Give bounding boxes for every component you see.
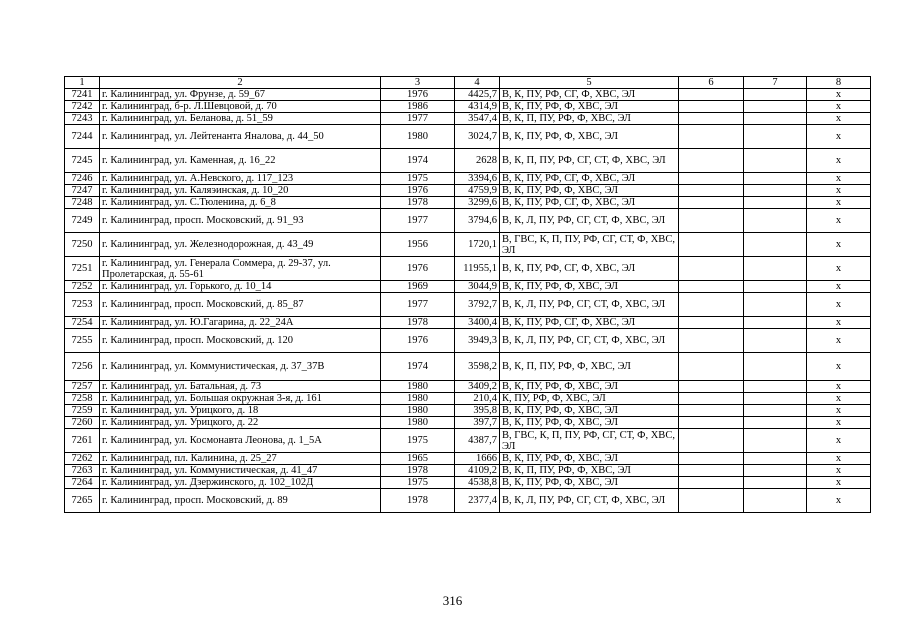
mark-cell: x (807, 89, 871, 101)
address-cell: г. Калининград, пл. Калинина, д. 25_27 (100, 453, 381, 465)
address-cell: г. Калининград, ул. Урицкого, д. 22 (100, 417, 381, 429)
year-cell: 1980 (381, 417, 455, 429)
column-header: 6 (679, 77, 744, 89)
year-cell: 1974 (381, 353, 455, 381)
header-row (65, 77, 871, 89)
systems-cell: В, К, ПУ, РФ, Ф, ХВС, ЭЛ (500, 185, 679, 197)
mark-cell: x (807, 489, 871, 513)
address-cell: г. Калининград, ул. А.Невского, д. 117_123 (100, 173, 381, 185)
year-cell: 1978 (381, 197, 455, 209)
col6-cell (679, 233, 744, 257)
row-number: 7244 (65, 125, 100, 149)
year-cell: 1969 (381, 281, 455, 293)
col6-cell (679, 417, 744, 429)
row-number: 7253 (65, 293, 100, 317)
systems-cell: В, К, ПУ, РФ, Ф, ХВС, ЭЛ (500, 477, 679, 489)
year-cell: 1980 (381, 393, 455, 405)
table-row (65, 405, 871, 417)
systems-cell: В, К, ПУ, РФ, Ф, ХВС, ЭЛ (500, 453, 679, 465)
col6-cell (679, 257, 744, 281)
page-number: 316 (442, 593, 463, 608)
table-row (65, 257, 871, 281)
mark-cell: x (807, 465, 871, 477)
col7-cell (744, 429, 807, 453)
col6-cell (679, 405, 744, 417)
col7-cell (744, 197, 807, 209)
col6-cell (679, 149, 744, 173)
row-number: 7251 (65, 257, 100, 281)
area-cell: 4759,9 (455, 185, 500, 197)
area-cell: 4109,2 (455, 465, 500, 477)
mark-cell: x (807, 149, 871, 173)
systems-cell: В, К, ПУ, РФ, Ф, ХВС, ЭЛ (500, 281, 679, 293)
address-cell: г. Калининград, б-р. Л.Шевцовой, д. 70 (100, 101, 381, 113)
address-cell: г. Калининград, ул. Железнодорожная, д. 43_49 (100, 233, 381, 257)
year-cell: 1978 (381, 489, 455, 513)
row-number: 7242 (65, 101, 100, 113)
col6-cell (679, 353, 744, 381)
systems-cell: В, К, Л, ПУ, РФ, СГ, СТ, Ф, ХВС, ЭЛ (500, 489, 679, 513)
mark-cell: x (807, 381, 871, 393)
mark-cell: x (807, 429, 871, 453)
mark-cell: x (807, 209, 871, 233)
table-row (65, 317, 871, 329)
mark-cell: x (807, 329, 871, 353)
address-cell: г. Калининград, просп. Московский, д. 89 (100, 489, 381, 513)
systems-cell: В, К, ПУ, РФ, Ф, ХВС, ЭЛ (500, 417, 679, 429)
year-cell: 1976 (381, 257, 455, 281)
mark-cell: x (807, 125, 871, 149)
year-cell: 1978 (381, 465, 455, 477)
col7-cell (744, 173, 807, 185)
col6-cell (679, 89, 744, 101)
col7-cell (744, 89, 807, 101)
year-cell: 1974 (381, 149, 455, 173)
table-row (65, 209, 871, 233)
col7-cell (744, 233, 807, 257)
area-cell: 11955,1 (455, 257, 500, 281)
table-row (65, 185, 871, 197)
row-number: 7241 (65, 89, 100, 101)
column-header: 2 (100, 77, 381, 89)
row-number: 7255 (65, 329, 100, 353)
table-row (65, 489, 871, 513)
table-row (65, 417, 871, 429)
systems-cell: В, К, П, ПУ, РФ, Ф, ХВС, ЭЛ (500, 465, 679, 477)
row-number: 7263 (65, 465, 100, 477)
mark-cell: x (807, 405, 871, 417)
area-cell: 3024,7 (455, 125, 500, 149)
column-header: 5 (500, 77, 679, 89)
row-number: 7259 (65, 405, 100, 417)
col6-cell (679, 381, 744, 393)
systems-cell: В, К, ПУ, РФ, СГ, Ф, ХВС, ЭЛ (500, 257, 679, 281)
address-cell: г. Калининград, ул. Фрунзе, д. 59_67 (100, 89, 381, 101)
area-cell: 3409,2 (455, 381, 500, 393)
col7-cell (744, 113, 807, 125)
table-row (65, 381, 871, 393)
year-cell: 1975 (381, 429, 455, 453)
area-cell: 3044,9 (455, 281, 500, 293)
table-row (65, 453, 871, 465)
col7-cell (744, 329, 807, 353)
address-cell: г. Калининград, ул. Космонавта Леонова, д. 1_5А (100, 429, 381, 453)
area-cell: 3949,3 (455, 329, 500, 353)
row-number: 7250 (65, 233, 100, 257)
area-cell: 3792,7 (455, 293, 500, 317)
year-cell: 1956 (381, 233, 455, 257)
row-number: 7261 (65, 429, 100, 453)
col6-cell (679, 185, 744, 197)
col7-cell (744, 465, 807, 477)
year-cell: 1976 (381, 89, 455, 101)
row-number: 7247 (65, 185, 100, 197)
area-cell: 395,8 (455, 405, 500, 417)
area-cell: 4538,8 (455, 477, 500, 489)
systems-cell: В, К, ПУ, РФ, СГ, Ф, ХВС, ЭЛ (500, 317, 679, 329)
area-cell: 3400,4 (455, 317, 500, 329)
col7-cell (744, 417, 807, 429)
systems-cell: К, ПУ, РФ, Ф, ХВС, ЭЛ (500, 393, 679, 405)
col7-cell (744, 405, 807, 417)
col7-cell (744, 293, 807, 317)
address-cell: г. Калининград, ул. Лейтенанта Яналова, д. 44_50 (100, 125, 381, 149)
area-cell: 3394,6 (455, 173, 500, 185)
mark-cell: x (807, 113, 871, 125)
systems-cell: В, К, П, ПУ, РФ, Ф, ХВС, ЭЛ (500, 353, 679, 381)
column-header: 8 (807, 77, 871, 89)
row-number: 7256 (65, 353, 100, 381)
col6-cell (679, 477, 744, 489)
address-cell: г. Калининград, ул. Генерала Соммера, д. 29-37, ул. Пролетарская, д. 55-61 (100, 257, 381, 281)
area-cell: 4387,7 (455, 429, 500, 453)
year-cell: 1980 (381, 405, 455, 417)
address-cell: г. Калининград, просп. Московский, д. 120 (100, 329, 381, 353)
systems-cell: В, ГВС, К, П, ПУ, РФ, СГ, СТ, Ф, ХВС, ЭЛ (500, 233, 679, 257)
col6-cell (679, 113, 744, 125)
col7-cell (744, 453, 807, 465)
area-cell: 3547,4 (455, 113, 500, 125)
col6-cell (679, 209, 744, 233)
area-cell: 4314,9 (455, 101, 500, 113)
col7-cell (744, 477, 807, 489)
area-cell: 2377,4 (455, 489, 500, 513)
row-number: 7246 (65, 173, 100, 185)
col7-cell (744, 281, 807, 293)
address-cell: г. Калининград, ул. Горького, д. 10_14 (100, 281, 381, 293)
address-cell: г. Калининград, ул. Каменная, д. 16_22 (100, 149, 381, 173)
address-cell: г. Калининград, ул. Дзержинского, д. 102_102Д (100, 477, 381, 489)
mark-cell: x (807, 257, 871, 281)
mark-cell: x (807, 353, 871, 381)
housing-table (64, 76, 871, 513)
col7-cell (744, 353, 807, 381)
table-row (65, 353, 871, 381)
table-row (65, 173, 871, 185)
column-header: 3 (381, 77, 455, 89)
address-cell: г. Калининград, ул. Коммунистическая, д. 41_47 (100, 465, 381, 477)
mark-cell: x (807, 393, 871, 405)
area-cell: 1666 (455, 453, 500, 465)
area-cell: 1720,1 (455, 233, 500, 257)
year-cell: 1978 (381, 317, 455, 329)
mark-cell: x (807, 281, 871, 293)
year-cell: 1977 (381, 113, 455, 125)
systems-cell: В, К, Л, ПУ, РФ, СГ, СТ, Ф, ХВС, ЭЛ (500, 293, 679, 317)
table-row (65, 89, 871, 101)
table-row (65, 113, 871, 125)
address-cell: г. Калининград, ул. Батальная, д. 73 (100, 381, 381, 393)
col6-cell (679, 173, 744, 185)
table-row (65, 281, 871, 293)
systems-cell: В, К, ПУ, РФ, Ф, ХВС, ЭЛ (500, 101, 679, 113)
year-cell: 1975 (381, 173, 455, 185)
systems-cell: В, К, ПУ, РФ, Ф, ХВС, ЭЛ (500, 405, 679, 417)
row-number: 7262 (65, 453, 100, 465)
col7-cell (744, 101, 807, 113)
systems-cell: В, ГВС, К, П, ПУ, РФ, СГ, СТ, Ф, ХВС, ЭЛ (500, 429, 679, 453)
col7-cell (744, 185, 807, 197)
systems-cell: В, К, ПУ, РФ, Ф, ХВС, ЭЛ (500, 125, 679, 149)
column-header: 1 (65, 77, 100, 89)
mark-cell: x (807, 417, 871, 429)
row-number: 7248 (65, 197, 100, 209)
address-cell: г. Калининград, ул. Каляэинская, д. 10_20 (100, 185, 381, 197)
address-cell: г. Калининград, ул. Беланова, д. 51_59 (100, 113, 381, 125)
year-cell: 1980 (381, 125, 455, 149)
row-number: 7260 (65, 417, 100, 429)
row-number: 7252 (65, 281, 100, 293)
col6-cell (679, 101, 744, 113)
year-cell: 1976 (381, 329, 455, 353)
row-number: 7257 (65, 381, 100, 393)
table-row (65, 293, 871, 317)
col6-cell (679, 489, 744, 513)
col7-cell (744, 381, 807, 393)
col6-cell (679, 317, 744, 329)
area-cell: 3598,2 (455, 353, 500, 381)
year-cell: 1976 (381, 185, 455, 197)
area-cell: 4425,7 (455, 89, 500, 101)
area-cell: 210,4 (455, 393, 500, 405)
col7-cell (744, 209, 807, 233)
systems-cell: В, К, ПУ, РФ, СГ, Ф, ХВС, ЭЛ (500, 89, 679, 101)
systems-cell: В, К, П, ПУ, РФ, СГ, СТ, Ф, ХВС, ЭЛ (500, 149, 679, 173)
year-cell: 1977 (381, 293, 455, 317)
table-row (65, 329, 871, 353)
mark-cell: x (807, 477, 871, 489)
col6-cell (679, 429, 744, 453)
year-cell: 1975 (381, 477, 455, 489)
systems-cell: В, К, Л, ПУ, РФ, СГ, СТ, Ф, ХВС, ЭЛ (500, 209, 679, 233)
year-cell: 1965 (381, 453, 455, 465)
address-cell: г. Калининград, ул. С.Тюленина, д. 6_8 (100, 197, 381, 209)
table-row (65, 197, 871, 209)
address-cell: г. Калининград, ул. Ю.Гагарина, д. 22_24А (100, 317, 381, 329)
table-row (65, 101, 871, 113)
table-row (65, 233, 871, 257)
col6-cell (679, 125, 744, 149)
systems-cell: В, К, ПУ, РФ, СГ, Ф, ХВС, ЭЛ (500, 197, 679, 209)
row-number: 7254 (65, 317, 100, 329)
row-number: 7245 (65, 149, 100, 173)
col6-cell (679, 197, 744, 209)
area-cell: 397,7 (455, 417, 500, 429)
col6-cell (679, 393, 744, 405)
systems-cell: В, К, ПУ, РФ, Ф, ХВС, ЭЛ (500, 381, 679, 393)
col7-cell (744, 393, 807, 405)
mark-cell: x (807, 293, 871, 317)
table-row (65, 149, 871, 173)
table-row (65, 125, 871, 149)
area-cell: 3299,6 (455, 197, 500, 209)
address-cell: г. Калининград, ул. Большая окружная 3-я, д. 161 (100, 393, 381, 405)
column-header: 7 (744, 77, 807, 89)
col6-cell (679, 465, 744, 477)
col7-cell (744, 257, 807, 281)
table-row (65, 477, 871, 489)
year-cell: 1980 (381, 381, 455, 393)
mark-cell: x (807, 173, 871, 185)
row-number: 7265 (65, 489, 100, 513)
table-row (65, 465, 871, 477)
systems-cell: В, К, ПУ, РФ, СГ, Ф, ХВС, ЭЛ (500, 173, 679, 185)
mark-cell: x (807, 197, 871, 209)
mark-cell: x (807, 185, 871, 197)
address-cell: г. Калининград, ул. Коммунистическая, д. 37_37В (100, 353, 381, 381)
row-number: 7258 (65, 393, 100, 405)
row-number: 7243 (65, 113, 100, 125)
row-number: 7264 (65, 477, 100, 489)
systems-cell: В, К, П, ПУ, РФ, Ф, ХВС, ЭЛ (500, 113, 679, 125)
year-cell: 1977 (381, 209, 455, 233)
col7-cell (744, 125, 807, 149)
column-header: 4 (455, 77, 500, 89)
area-cell: 3794,6 (455, 209, 500, 233)
systems-cell: В, К, Л, ПУ, РФ, СГ, СТ, Ф, ХВС, ЭЛ (500, 329, 679, 353)
table-row (65, 393, 871, 405)
row-number: 7249 (65, 209, 100, 233)
address-cell: г. Калининград, ул. Урицкого, д. 18 (100, 405, 381, 417)
address-cell: г. Калининград, просп. Московский, д. 85_87 (100, 293, 381, 317)
mark-cell: x (807, 233, 871, 257)
address-cell: г. Калининград, просп. Московский, д. 91_93 (100, 209, 381, 233)
year-cell: 1986 (381, 101, 455, 113)
col6-cell (679, 329, 744, 353)
col7-cell (744, 489, 807, 513)
mark-cell: x (807, 317, 871, 329)
col6-cell (679, 281, 744, 293)
col6-cell (679, 453, 744, 465)
table-row (65, 429, 871, 453)
mark-cell: x (807, 101, 871, 113)
mark-cell: x (807, 453, 871, 465)
col6-cell (679, 293, 744, 317)
area-cell: 2628 (455, 149, 500, 173)
col7-cell (744, 317, 807, 329)
col7-cell (744, 149, 807, 173)
